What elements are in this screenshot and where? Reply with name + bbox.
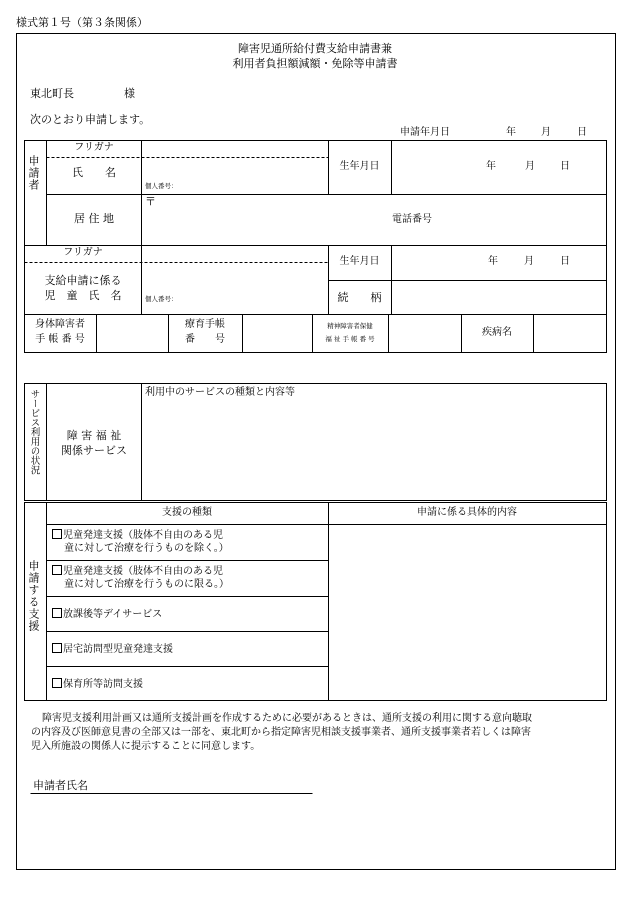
child-birth-day: 日 bbox=[560, 256, 570, 267]
requested-support-section-label: 申請する支援 bbox=[27, 560, 40, 632]
support-type-header: 支援の種類 bbox=[162, 507, 212, 518]
support-item-2-cont: 童に対して治療を行うものに限る。） bbox=[64, 579, 229, 590]
support-detail-header: 申請に係る具体的内容 bbox=[417, 507, 517, 518]
mental-handbook-label-line1: 精神障害者保健 bbox=[327, 322, 373, 330]
physical-handbook-label-line2: 手 帳 番 号 bbox=[35, 334, 85, 345]
form-title-line1: 障害児通所給付費支給申請書兼 bbox=[238, 42, 392, 55]
support-item-1-line1: 児童発達支援（肢体不自由のある児 bbox=[63, 530, 223, 541]
checkbox[interactable] bbox=[52, 643, 62, 653]
welfare-service-label-line2: 関係サービス bbox=[61, 444, 127, 457]
application-date-month: 月 bbox=[541, 127, 551, 138]
child-furigana-label: フリガナ bbox=[63, 247, 103, 258]
application-date-year: 年 bbox=[506, 127, 516, 138]
applicant-name-label: 氏 名 bbox=[72, 166, 116, 179]
postal-mark: 〒 bbox=[145, 195, 156, 208]
consent-text-line1: 障害児支援利用計画又は通所支援計画を作成するために必要があるときは、通所支援の利用に関する意向聴取 bbox=[42, 713, 532, 724]
applicant-furigana-label: フリガナ bbox=[74, 142, 114, 153]
form-title-line2: 利用者負担額減額・免除等申請書 bbox=[232, 57, 398, 70]
child-personal-number-label: 個人番号： bbox=[145, 295, 178, 303]
applicant-birth-day: 日 bbox=[560, 161, 570, 172]
support-item-3[interactable] bbox=[52, 608, 162, 620]
consent-text-line2: の内容及び医師意見書の全部又は一部を、東北町から指定障害児相談支援事業者、通所支援事業者若しくは障害 bbox=[31, 727, 531, 738]
support-item-5[interactable] bbox=[52, 678, 143, 690]
child-birth-month: 月 bbox=[524, 256, 534, 267]
child-name-label-line2: 児 童 氏 名 bbox=[44, 289, 122, 302]
addressee: 東北町長 bbox=[30, 87, 74, 100]
rehab-handbook-label-line2: 番 号 bbox=[185, 334, 225, 345]
applicant-address-label: 居 住 地 bbox=[74, 212, 114, 225]
phone-label: 電話番号 bbox=[392, 214, 432, 225]
applicant-personal-number-label: 個人番号： bbox=[145, 182, 178, 190]
service-content-label: 利用中のサービスの種類と内容等 bbox=[145, 387, 295, 398]
applicant-birth-year: 年 bbox=[486, 161, 496, 172]
checkbox[interactable] bbox=[52, 565, 62, 575]
intro-text: 次のとおり申請します。 bbox=[30, 113, 151, 126]
child-birth-year: 年 bbox=[488, 256, 498, 267]
application-date-day: 日 bbox=[577, 127, 587, 138]
support-item-2-line1: 児童発達支援（肢体不自由のある児 bbox=[63, 566, 223, 577]
service-usage-section-label: サービス利用の状況 bbox=[28, 389, 40, 475]
form-number: 様式第１号（第３条関係） bbox=[16, 16, 148, 29]
support-item-3-line1: 放課後等デイサービス bbox=[63, 609, 163, 620]
support-item-2[interactable] bbox=[52, 565, 223, 577]
signature-label: 申請者氏名 bbox=[33, 779, 88, 792]
mental-handbook-label-line2: 福 祉 手 帳 番 号 bbox=[325, 335, 375, 343]
physical-handbook-label-line1: 身体障害者 bbox=[35, 319, 85, 330]
application-date-label: 申請年月日 bbox=[400, 127, 450, 138]
disease-label: 疾病名 bbox=[482, 327, 512, 338]
applicant-section-label: 申請者 bbox=[27, 155, 40, 191]
support-item-4-line1: 居宅訪問型児童発達支援 bbox=[63, 644, 173, 655]
checkbox[interactable] bbox=[52, 678, 62, 688]
welfare-service-label-line1: 障 害 福 祉 bbox=[66, 429, 122, 442]
child-birth-label: 生年月日 bbox=[339, 256, 380, 267]
support-item-1-cont: 童に対して治療を行うものを除く。） bbox=[64, 543, 229, 554]
child-name-label-line1: 支給申請に係る bbox=[44, 274, 122, 287]
child-relation-label: 続 柄 bbox=[337, 291, 382, 304]
consent-text-line3: 児入所施設の関係人に提示することに同意します。 bbox=[31, 741, 261, 752]
addressee-honorific: 様 bbox=[124, 87, 135, 100]
support-item-5-line1: 保育所等訪問支援 bbox=[63, 679, 143, 690]
applicant-birth-label: 生年月日 bbox=[339, 161, 380, 172]
applicant-birth-month: 月 bbox=[525, 161, 535, 172]
checkbox[interactable] bbox=[52, 529, 62, 539]
support-item-4[interactable] bbox=[52, 643, 173, 655]
checkbox[interactable] bbox=[52, 608, 62, 618]
rehab-handbook-label-line1: 療育手帳 bbox=[185, 319, 225, 330]
support-item-1[interactable] bbox=[52, 529, 223, 541]
